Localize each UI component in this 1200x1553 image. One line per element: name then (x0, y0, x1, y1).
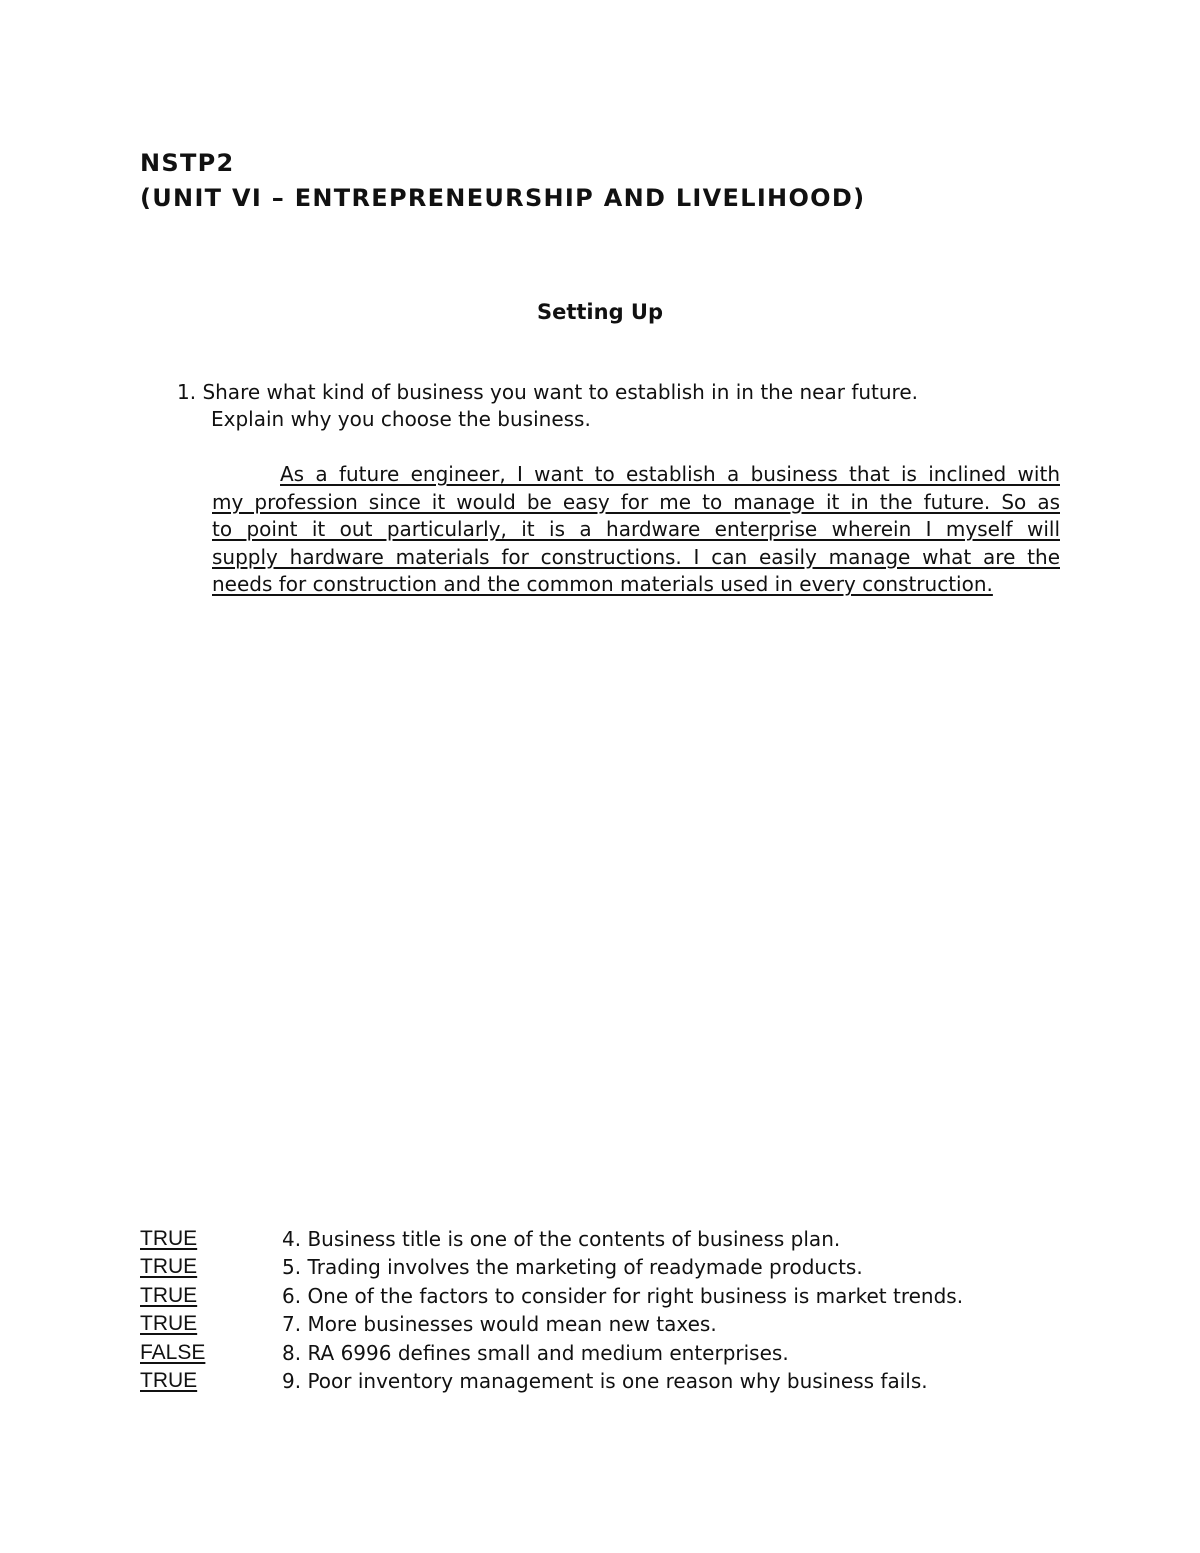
answer-line: supply hardware materials for constructions. I can easily manage what are the (212, 544, 1060, 569)
document-title (140, 146, 865, 216)
tf-statement: 9. Poor inventory management is one reason why business fails. (282, 1368, 928, 1393)
tf-statement: 6. One of the factors to consider for right business is market trends. (282, 1283, 964, 1308)
answer-line: my profession since it would be easy for me to manage it in the future. So as (212, 489, 1060, 514)
list-item (140, 1253, 963, 1281)
tf-answer: TRUE (140, 1283, 198, 1307)
tf-statement: 5. Trading involves the marketing of readymade products. (282, 1255, 863, 1280)
answer-paragraph (212, 461, 1060, 599)
answer-line: As a future engineer, I want to establish a business that is inclined with (280, 462, 1060, 486)
tf-answer: TRUE (140, 1227, 198, 1250)
question-1 (177, 379, 918, 433)
tf-statement: 7. More businesses would mean new taxes. (282, 1312, 717, 1337)
tf-answer: TRUE (140, 1368, 198, 1392)
list-item (140, 1339, 963, 1367)
answer-line: needs for construction and the common materials used in every construction. (212, 572, 993, 596)
answer-line: to point it out particularly, it is a hardware enterprise wherein I myself will (212, 517, 1060, 541)
tf-answer: TRUE (140, 1312, 198, 1336)
course-code: NSTP2 (140, 149, 235, 177)
tf-answer: TRUE (140, 1255, 198, 1279)
list-item (140, 1310, 963, 1338)
tf-statement: 4. Business title is one of the contents of business plan. (282, 1227, 841, 1251)
question-subprompt: Explain why you choose the business. (211, 407, 591, 431)
list-item (140, 1225, 963, 1253)
section-heading: Setting Up (536, 300, 664, 324)
tf-statement: 8. RA 6996 defines small and medium enterprises. (282, 1340, 789, 1365)
list-item (140, 1367, 963, 1395)
question-prompt: 1. Share what kind of business you want to establish in in the near future. (177, 380, 918, 404)
list-item (140, 1282, 963, 1310)
tf-answer: FALSE (140, 1340, 206, 1364)
unit-title: (UNIT VI – ENTREPRENEURSHIP AND LIVELIHOOD) (140, 184, 866, 212)
true-false-list (140, 1225, 963, 1395)
